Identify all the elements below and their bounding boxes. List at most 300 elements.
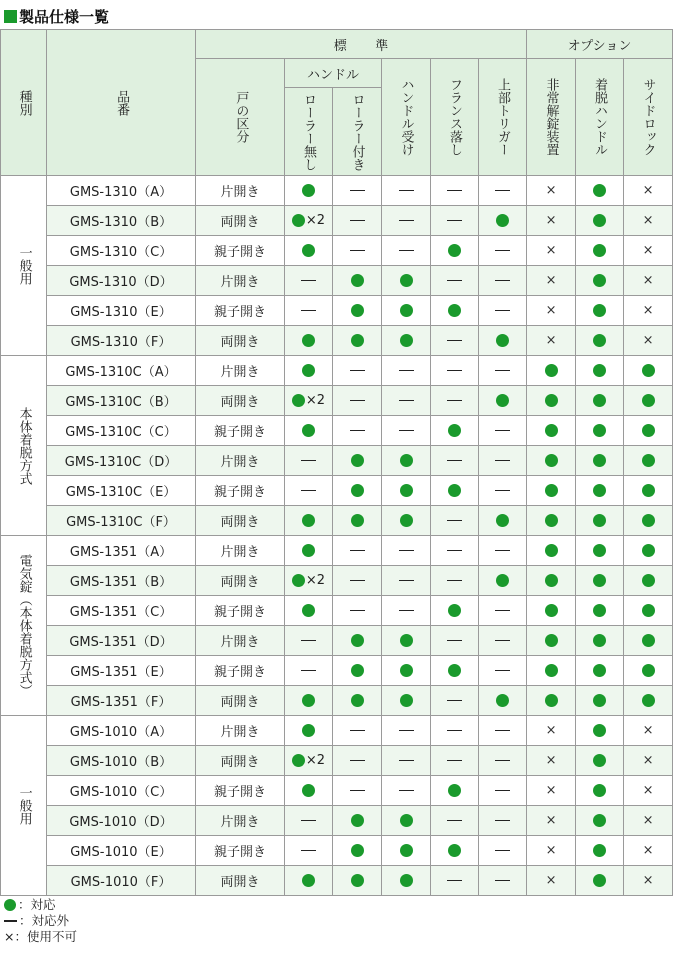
supported-dot-icon bbox=[642, 514, 655, 527]
cell-roller-none bbox=[285, 836, 333, 866]
unsupported-dash-icon bbox=[447, 280, 462, 282]
supported-dot-icon bbox=[351, 454, 364, 467]
unsupported-dash-icon bbox=[447, 760, 462, 762]
cell-flange bbox=[431, 446, 479, 476]
supported-dot-icon bbox=[292, 754, 305, 767]
supported-dot-icon bbox=[642, 664, 655, 677]
cell-flange bbox=[431, 536, 479, 566]
cell-side-lock bbox=[624, 356, 673, 386]
cell-handle-receiver bbox=[382, 566, 431, 596]
door-cell: 親子開き bbox=[196, 836, 285, 866]
kind-cell: 本体着脱方式 bbox=[1, 356, 47, 536]
cell-flange bbox=[431, 356, 479, 386]
cell-top-trigger bbox=[479, 806, 527, 836]
cell-top-trigger bbox=[479, 506, 527, 536]
cell-flange bbox=[431, 866, 479, 896]
cell-top-trigger bbox=[479, 356, 527, 386]
unsupported-dash-icon bbox=[301, 490, 316, 492]
supported-dot-icon bbox=[400, 694, 413, 707]
cell-roller-none bbox=[285, 866, 333, 896]
model-cell: GMS-1310（D） bbox=[47, 266, 196, 296]
cell-detachable-handle bbox=[576, 536, 624, 566]
cell-roller-none bbox=[285, 656, 333, 686]
header-roller-with: ローラー付き bbox=[333, 88, 382, 176]
unsupported-dash-icon bbox=[447, 880, 462, 882]
cell-handle-receiver bbox=[382, 806, 431, 836]
supported-dot-icon bbox=[400, 514, 413, 527]
not-usable-cross: × bbox=[642, 813, 654, 828]
not-usable-cross: × bbox=[642, 333, 654, 348]
table-row bbox=[1, 746, 673, 776]
unsupported-dash-icon bbox=[301, 820, 316, 822]
supported-dot-icon bbox=[593, 514, 606, 527]
supported-dot-icon bbox=[593, 424, 606, 437]
cell-handle-receiver bbox=[382, 866, 431, 896]
model-cell: GMS-1310（C） bbox=[47, 236, 196, 266]
cell-detachable-handle bbox=[576, 806, 624, 836]
header-top-trigger: 上部トリガー bbox=[479, 59, 527, 176]
cell-detachable-handle bbox=[576, 356, 624, 386]
supported-dot-icon bbox=[496, 514, 509, 527]
cell-roller-with bbox=[333, 686, 382, 716]
door-cell: 片開き bbox=[196, 716, 285, 746]
header-flange: フランス落し bbox=[431, 59, 479, 176]
cell-side-lock bbox=[624, 596, 673, 626]
unsupported-dash-icon bbox=[495, 730, 510, 732]
supported-dot-icon bbox=[351, 844, 364, 857]
cell-roller-with bbox=[333, 266, 382, 296]
supported-dot-icon bbox=[496, 214, 509, 227]
quantity-mark: ×2 bbox=[305, 393, 326, 408]
supported-dot-icon bbox=[351, 514, 364, 527]
cell-flange bbox=[431, 626, 479, 656]
kind-cell: 電気錠（本体着脱方式） bbox=[1, 536, 47, 716]
unsupported-dash-icon bbox=[495, 760, 510, 762]
door-cell: 両開き bbox=[196, 746, 285, 776]
cell-side-lock bbox=[624, 326, 673, 356]
supported-dot-icon bbox=[642, 604, 655, 617]
legend-supported: ：対応 bbox=[4, 897, 77, 913]
cell-flange bbox=[431, 386, 479, 416]
unsupported-dash-icon bbox=[399, 580, 414, 582]
cell-handle-receiver bbox=[382, 356, 431, 386]
supported-dot-icon bbox=[302, 364, 315, 377]
cell-roller-none bbox=[285, 356, 333, 386]
cell-flange bbox=[431, 416, 479, 446]
model-cell: GMS-1310C（B） bbox=[47, 386, 196, 416]
cell-roller-none bbox=[285, 266, 333, 296]
supported-dot-icon bbox=[593, 664, 606, 677]
cell-roller-none bbox=[285, 716, 333, 746]
cell-detachable-handle bbox=[576, 566, 624, 596]
supported-dot-icon bbox=[448, 484, 461, 497]
supported-dot-icon bbox=[593, 784, 606, 797]
unsupported-dash-icon bbox=[447, 190, 462, 192]
cell-emergency-unlock bbox=[527, 686, 576, 716]
cell-roller-with bbox=[333, 506, 382, 536]
unsupported-dash-icon bbox=[350, 730, 365, 732]
supported-dot-icon bbox=[642, 544, 655, 557]
not-usable-cross: × bbox=[642, 243, 654, 258]
supported-dot-icon bbox=[593, 724, 606, 737]
supported-dot-icon bbox=[302, 244, 315, 257]
cell-roller-with bbox=[333, 296, 382, 326]
cell-emergency-unlock bbox=[527, 866, 576, 896]
cell-top-trigger bbox=[479, 206, 527, 236]
unsupported-dash-icon bbox=[301, 850, 316, 852]
not-usable-cross: × bbox=[545, 213, 557, 228]
unsupported-dash-icon bbox=[350, 790, 365, 792]
supported-dot-icon bbox=[400, 454, 413, 467]
supported-dot-icon bbox=[593, 274, 606, 287]
cell-handle-receiver bbox=[382, 776, 431, 806]
cell-roller-with bbox=[333, 176, 382, 206]
unsupported-dash-icon bbox=[495, 490, 510, 492]
unsupported-dash-icon bbox=[495, 610, 510, 612]
door-cell: 両開き bbox=[196, 686, 285, 716]
header-model: 品番 bbox=[47, 30, 196, 176]
door-cell: 親子開き bbox=[196, 296, 285, 326]
supported-dot-icon bbox=[545, 574, 558, 587]
cell-detachable-handle bbox=[576, 656, 624, 686]
supported-dot-icon bbox=[400, 664, 413, 677]
door-cell: 親子開き bbox=[196, 236, 285, 266]
supported-dot-icon bbox=[302, 424, 315, 437]
table-row bbox=[1, 866, 673, 896]
supported-dot-icon bbox=[545, 394, 558, 407]
supported-dot-icon bbox=[593, 454, 606, 467]
cell-top-trigger bbox=[479, 746, 527, 776]
cell-handle-receiver bbox=[382, 206, 431, 236]
supported-dot-icon bbox=[400, 874, 413, 887]
supported-dot-icon bbox=[448, 244, 461, 257]
unsupported-dash-icon bbox=[399, 760, 414, 762]
cell-side-lock bbox=[624, 686, 673, 716]
unsupported-dash-icon bbox=[301, 460, 316, 462]
not-usable-cross: × bbox=[642, 873, 654, 888]
cell-side-lock bbox=[624, 836, 673, 866]
unsupported-dash-icon bbox=[4, 920, 17, 922]
not-usable-cross: × bbox=[642, 753, 654, 768]
page-title bbox=[4, 5, 109, 27]
cell-detachable-handle bbox=[576, 176, 624, 206]
cell-roller-none bbox=[285, 386, 333, 416]
cell-roller-with bbox=[333, 416, 382, 446]
cell-detachable-handle bbox=[576, 236, 624, 266]
unsupported-dash-icon bbox=[350, 370, 365, 372]
cell-detachable-handle bbox=[576, 206, 624, 236]
cell-emergency-unlock bbox=[527, 566, 576, 596]
cell-roller-with bbox=[333, 326, 382, 356]
cell-roller-with bbox=[333, 446, 382, 476]
cell-top-trigger bbox=[479, 596, 527, 626]
cell-emergency-unlock bbox=[527, 206, 576, 236]
cell-top-trigger bbox=[479, 836, 527, 866]
supported-dot-icon bbox=[642, 394, 655, 407]
model-cell: GMS-1310C（C） bbox=[47, 416, 196, 446]
unsupported-dash-icon bbox=[301, 280, 316, 282]
cell-roller-none bbox=[285, 686, 333, 716]
cell-detachable-handle bbox=[576, 386, 624, 416]
cell-roller-none bbox=[285, 806, 333, 836]
supported-dot-icon bbox=[593, 364, 606, 377]
unsupported-dash-icon bbox=[447, 640, 462, 642]
cell-roller-none bbox=[285, 596, 333, 626]
model-cell: GMS-1010（E） bbox=[47, 836, 196, 866]
supported-dot-icon bbox=[593, 574, 606, 587]
cell-side-lock bbox=[624, 776, 673, 806]
cell-top-trigger bbox=[479, 776, 527, 806]
cell-detachable-handle bbox=[576, 446, 624, 476]
cell-handle-receiver bbox=[382, 386, 431, 416]
cell-handle-receiver bbox=[382, 596, 431, 626]
cell-flange bbox=[431, 836, 479, 866]
supported-dot-icon bbox=[593, 184, 606, 197]
cell-emergency-unlock bbox=[527, 326, 576, 356]
cell-side-lock bbox=[624, 806, 673, 836]
cell-handle-receiver bbox=[382, 506, 431, 536]
supported-dot-icon bbox=[448, 664, 461, 677]
unsupported-dash-icon bbox=[399, 250, 414, 252]
legend-unsupported: ：対応外 bbox=[4, 913, 77, 929]
table-row bbox=[1, 836, 673, 866]
supported-dot-icon bbox=[400, 634, 413, 647]
header-roller-none: ローラー無し bbox=[285, 88, 333, 176]
table-row bbox=[1, 686, 673, 716]
supported-dot-icon bbox=[593, 244, 606, 257]
not-usable-cross: × bbox=[642, 213, 654, 228]
table-row bbox=[1, 296, 673, 326]
unsupported-dash-icon bbox=[447, 550, 462, 552]
cell-handle-receiver bbox=[382, 296, 431, 326]
table-row bbox=[1, 176, 673, 206]
cell-roller-with bbox=[333, 656, 382, 686]
cell-top-trigger bbox=[479, 476, 527, 506]
quantity-mark: ×2 bbox=[305, 213, 326, 228]
cell-top-trigger bbox=[479, 266, 527, 296]
door-cell: 片開き bbox=[196, 356, 285, 386]
cell-detachable-handle bbox=[576, 476, 624, 506]
model-cell: GMS-1351（C） bbox=[47, 596, 196, 626]
cell-emergency-unlock bbox=[527, 656, 576, 686]
cell-emergency-unlock bbox=[527, 476, 576, 506]
supported-dot-icon bbox=[593, 634, 606, 647]
cell-side-lock bbox=[624, 476, 673, 506]
cell-top-trigger bbox=[479, 656, 527, 686]
page-title-text: 製品仕様一覧 bbox=[19, 7, 110, 26]
cell-handle-receiver bbox=[382, 656, 431, 686]
door-cell: 親子開き bbox=[196, 416, 285, 446]
cell-emergency-unlock bbox=[527, 746, 576, 776]
unsupported-dash-icon bbox=[447, 220, 462, 222]
cell-roller-with bbox=[333, 596, 382, 626]
cell-side-lock bbox=[624, 266, 673, 296]
cell-roller-with bbox=[333, 476, 382, 506]
supported-dot-icon bbox=[400, 484, 413, 497]
not-usable-cross: × bbox=[545, 333, 557, 348]
supported-dot-icon bbox=[400, 844, 413, 857]
unsupported-dash-icon bbox=[350, 250, 365, 252]
unsupported-dash-icon bbox=[495, 850, 510, 852]
unsupported-dash-icon bbox=[447, 820, 462, 822]
supported-dot-icon bbox=[302, 874, 315, 887]
cell-flange bbox=[431, 206, 479, 236]
supported-dot-icon bbox=[302, 604, 315, 617]
cell-side-lock bbox=[624, 866, 673, 896]
legend-not-usable: ×：使用不可 bbox=[4, 929, 77, 944]
supported-dot-icon bbox=[302, 334, 315, 347]
model-cell: GMS-1351（D） bbox=[47, 626, 196, 656]
cell-handle-receiver bbox=[382, 686, 431, 716]
supported-dot-icon bbox=[351, 814, 364, 827]
table-row bbox=[1, 536, 673, 566]
unsupported-dash-icon bbox=[495, 430, 510, 432]
cell-flange bbox=[431, 806, 479, 836]
cell-side-lock bbox=[624, 296, 673, 326]
cell-emergency-unlock bbox=[527, 416, 576, 446]
model-cell: GMS-1310（E） bbox=[47, 296, 196, 326]
spec-table-body bbox=[1, 176, 673, 896]
unsupported-dash-icon bbox=[350, 400, 365, 402]
supported-dot-icon bbox=[593, 334, 606, 347]
not-usable-cross: × bbox=[545, 843, 557, 858]
table-row bbox=[1, 476, 673, 506]
cell-side-lock bbox=[624, 746, 673, 776]
unsupported-dash-icon bbox=[399, 220, 414, 222]
supported-dot-icon bbox=[448, 304, 461, 317]
cell-emergency-unlock bbox=[527, 356, 576, 386]
door-cell: 両開き bbox=[196, 206, 285, 236]
supported-dot-icon bbox=[642, 574, 655, 587]
cell-roller-none bbox=[285, 746, 333, 776]
cell-roller-with bbox=[333, 866, 382, 896]
table-row bbox=[1, 356, 673, 386]
supported-dot-icon bbox=[593, 304, 606, 317]
cell-detachable-handle bbox=[576, 416, 624, 446]
cell-roller-with bbox=[333, 746, 382, 776]
cell-detachable-handle bbox=[576, 866, 624, 896]
cell-roller-with bbox=[333, 356, 382, 386]
not-usable-cross: × bbox=[642, 303, 654, 318]
cell-roller-none bbox=[285, 206, 333, 236]
supported-dot-icon bbox=[593, 814, 606, 827]
supported-dot-icon bbox=[642, 694, 655, 707]
cell-emergency-unlock bbox=[527, 296, 576, 326]
door-cell: 親子開き bbox=[196, 656, 285, 686]
unsupported-dash-icon bbox=[301, 310, 316, 312]
cell-detachable-handle bbox=[576, 296, 624, 326]
legend bbox=[4, 897, 77, 945]
not-usable-cross: × bbox=[642, 273, 654, 288]
supported-dot-icon bbox=[292, 394, 305, 407]
model-cell: GMS-1310C（D） bbox=[47, 446, 196, 476]
table-row bbox=[1, 626, 673, 656]
cell-top-trigger bbox=[479, 626, 527, 656]
cell-emergency-unlock bbox=[527, 716, 576, 746]
cell-emergency-unlock bbox=[527, 626, 576, 656]
cell-roller-with bbox=[333, 836, 382, 866]
spec-table bbox=[0, 29, 673, 896]
table-row bbox=[1, 776, 673, 806]
unsupported-dash-icon bbox=[350, 760, 365, 762]
unsupported-dash-icon bbox=[495, 790, 510, 792]
cell-top-trigger bbox=[479, 416, 527, 446]
kind-cell: 一般用 bbox=[1, 176, 47, 356]
header-side-lock: サイドロック bbox=[624, 59, 673, 176]
model-cell: GMS-1010（F） bbox=[47, 866, 196, 896]
supported-dot-icon bbox=[292, 574, 305, 587]
cell-flange bbox=[431, 506, 479, 536]
cell-top-trigger bbox=[479, 176, 527, 206]
unsupported-dash-icon bbox=[495, 550, 510, 552]
table-row bbox=[1, 656, 673, 686]
unsupported-dash-icon bbox=[399, 430, 414, 432]
cell-side-lock bbox=[624, 716, 673, 746]
cell-roller-with bbox=[333, 386, 382, 416]
supported-dot-icon bbox=[351, 664, 364, 677]
cell-side-lock bbox=[624, 626, 673, 656]
cell-side-lock bbox=[624, 536, 673, 566]
supported-dot-icon bbox=[448, 424, 461, 437]
cell-roller-with bbox=[333, 776, 382, 806]
supported-dot-icon bbox=[593, 484, 606, 497]
cell-flange bbox=[431, 746, 479, 776]
cell-flange bbox=[431, 686, 479, 716]
header-door: 戸の区分 bbox=[196, 59, 285, 176]
not-usable-cross: × bbox=[545, 273, 557, 288]
door-cell: 両開き bbox=[196, 866, 285, 896]
not-usable-cross: × bbox=[642, 723, 654, 738]
header-emergency-unlock: 非常解錠装置 bbox=[527, 59, 576, 176]
cell-roller-none bbox=[285, 296, 333, 326]
table-row bbox=[1, 506, 673, 536]
supported-dot-icon bbox=[448, 784, 461, 797]
table-row bbox=[1, 266, 673, 296]
not-usable-cross: × bbox=[642, 783, 654, 798]
green-square-icon bbox=[4, 10, 17, 23]
cell-handle-receiver bbox=[382, 746, 431, 776]
supported-dot-icon bbox=[302, 514, 315, 527]
table-row bbox=[1, 566, 673, 596]
supported-dot-icon bbox=[642, 454, 655, 467]
cell-roller-none bbox=[285, 176, 333, 206]
door-cell: 親子開き bbox=[196, 476, 285, 506]
supported-dot-icon bbox=[400, 334, 413, 347]
unsupported-dash-icon bbox=[495, 250, 510, 252]
cell-roller-with bbox=[333, 806, 382, 836]
supported-dot-icon bbox=[593, 694, 606, 707]
supported-dot-icon bbox=[593, 754, 606, 767]
cell-side-lock bbox=[624, 506, 673, 536]
door-cell: 片開き bbox=[196, 806, 285, 836]
cell-top-trigger bbox=[479, 386, 527, 416]
unsupported-dash-icon bbox=[495, 280, 510, 282]
supported-dot-icon bbox=[642, 634, 655, 647]
not-usable-cross: × bbox=[545, 183, 557, 198]
model-cell: GMS-1351（A） bbox=[47, 536, 196, 566]
not-usable-cross: × bbox=[545, 753, 557, 768]
header-handle-receiver: ハンドル受け bbox=[382, 59, 431, 176]
cell-roller-with bbox=[333, 566, 382, 596]
cell-top-trigger bbox=[479, 236, 527, 266]
cell-top-trigger bbox=[479, 716, 527, 746]
unsupported-dash-icon bbox=[447, 400, 462, 402]
model-cell: GMS-1351（B） bbox=[47, 566, 196, 596]
unsupported-dash-icon bbox=[399, 790, 414, 792]
cell-roller-none bbox=[285, 506, 333, 536]
cell-roller-none bbox=[285, 566, 333, 596]
cell-roller-none bbox=[285, 626, 333, 656]
